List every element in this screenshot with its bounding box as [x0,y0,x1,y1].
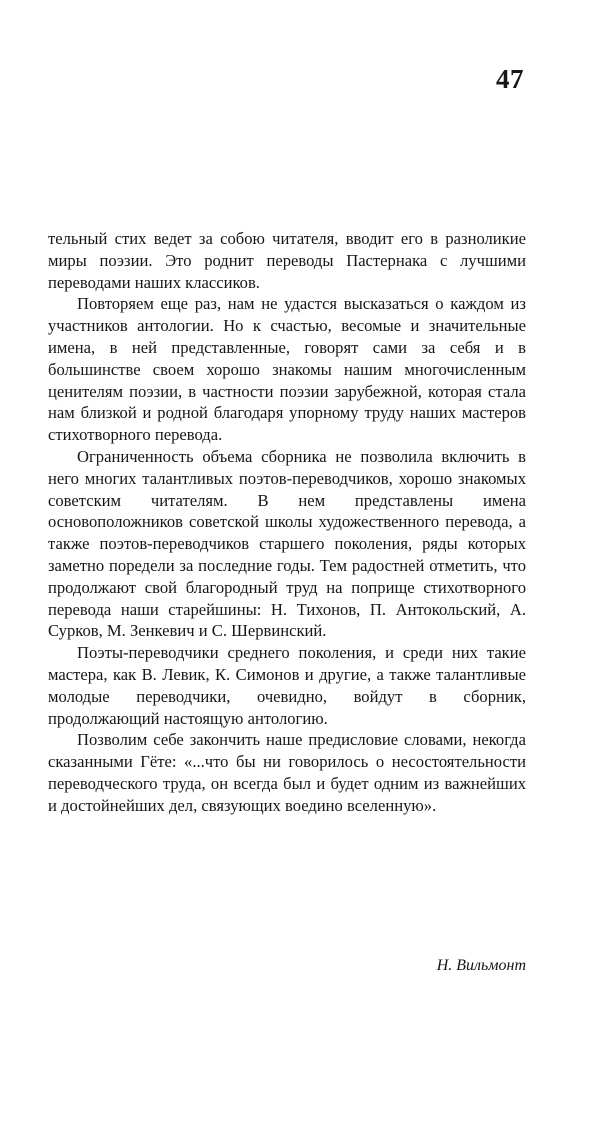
paragraph: Повторяем еще раз, нам не удастся высказаться о каждом из участников антологии. Но к счастью, весомые и значительные имена, в ней представленные, говорят сами за себя и в большинстве своем хорошо знакомы нашим многочисленным ценителям поэзии, в частности поэзии зарубежной, которая стала нам близкой и родной благодаря упорному труду наших мастеров стихотворного перевода. [48,294,526,445]
paragraph: Позволим себе закончить наше предисловие словами, некогда сказанными Гёте: «...что бы ни говорилось о несостоятельности переводческого труда, он всегда был и будет одним из важнейших и достойнейших дел, связующих воедино вселенную». [48,730,526,815]
paragraph: Ограниченность объема сборника не позволила включить в него многих талантливых поэтов-переводчиков, хорошо знакомых советским читателям. В нем представлены имена основоположников советской школы художественного перевода, а также поэтов-переводчиков старшего поколения, ряды которых заметно поредели за последние годы. Тем радостней отметить, что продолжают свой благородный труд на поприще стихотворного перевода наши старейшины: Н. Тихонов, П. Антокольский, А. Сурков, М. Зенкевич и С. Шервинский. [48,446,526,641]
body-text [48,228,526,817]
author-signature: Н. Вильмонт [436,957,526,974]
paragraph: Поэты-переводчики среднего поколения, и среди них такие мастера, как В. Левик, К. Симонов и другие, а также талантливые молодые переводчики, очевидно, войдут в сборник, продолжающий настоящую антологию. [48,643,526,728]
page-number: 47 [496,64,524,94]
paragraph-continuation: тельный стих ведет за собою читателя, вводит его в разноликие миры поэзии. Это роднит переводы Пастернака с лучшими переводами наших классиков. [48,229,526,292]
